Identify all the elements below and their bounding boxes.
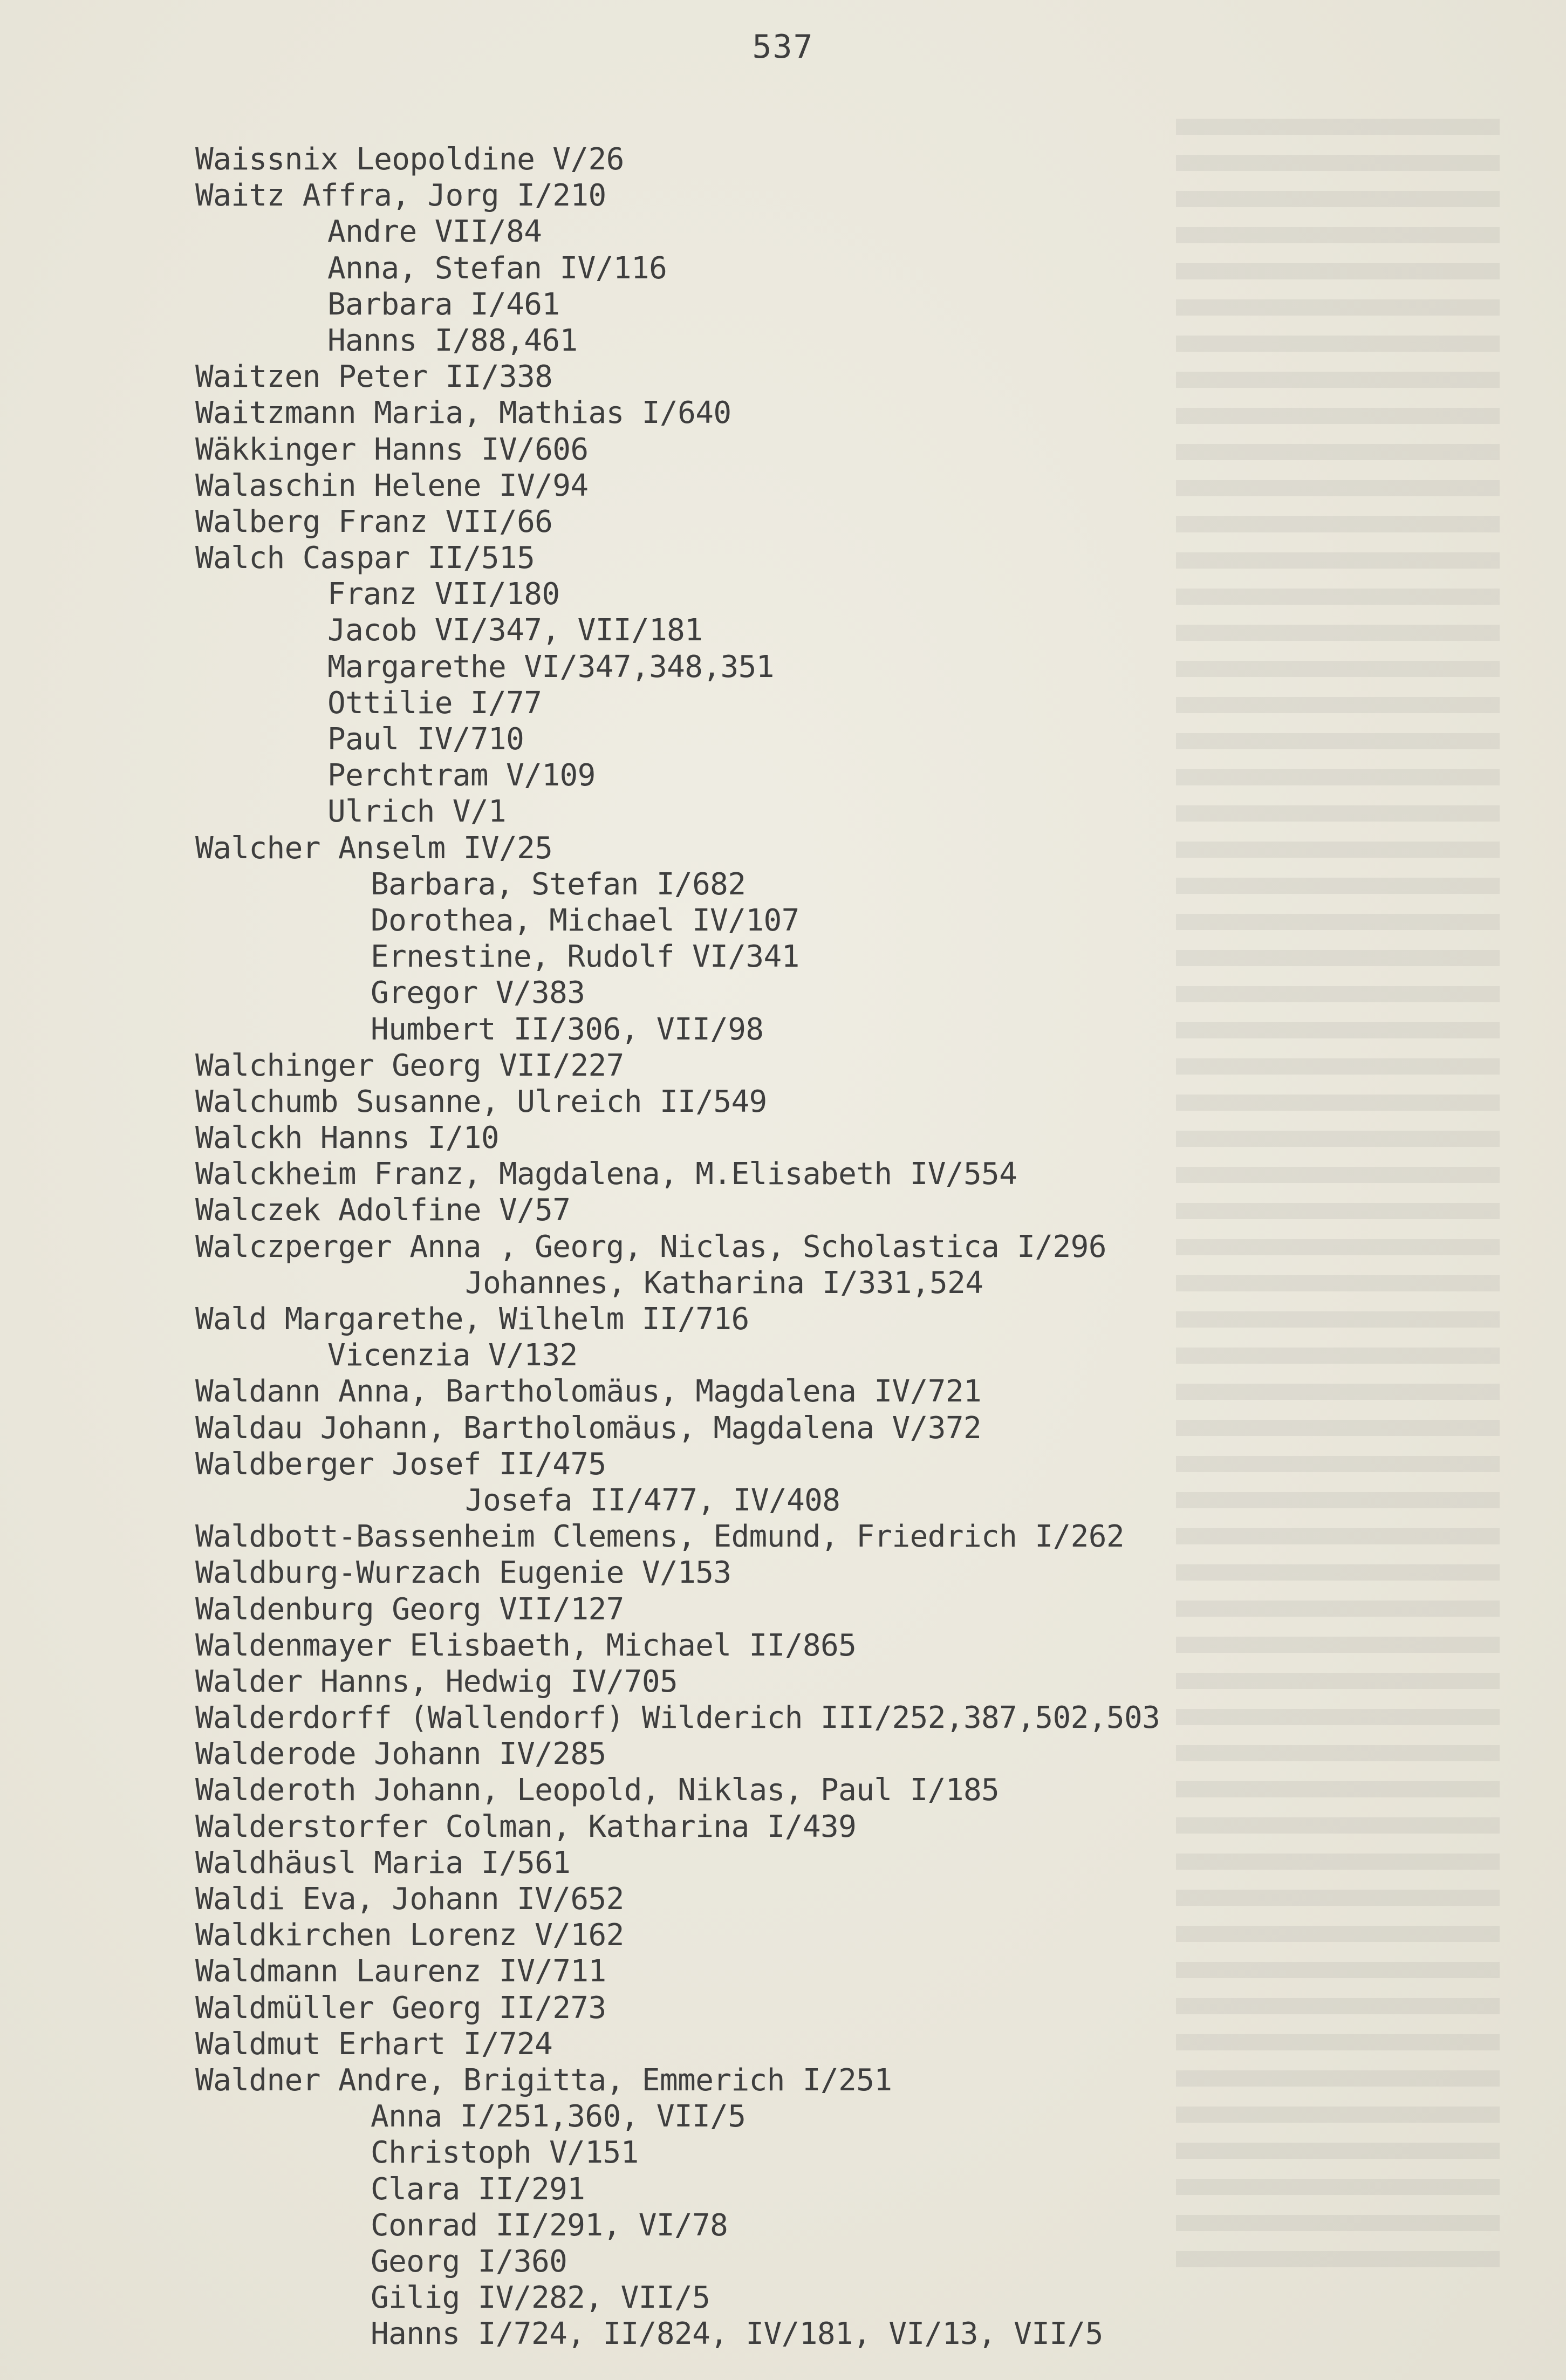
- index-entry: Walderode Johann IV/285: [195, 1736, 606, 1772]
- index-subentry: Ulrich V/1: [327, 794, 507, 830]
- index-subentry: Hanns I/724, II/824, IV/181, VI/13, VII/5: [371, 2316, 1103, 2352]
- index-entry: Waldbott-Bassenheim Clemens, Edmund, Friedrich I/262: [195, 1519, 1124, 1555]
- index-entry: Waldau Johann, Bartholomäus, Magdalena V/372: [195, 1410, 982, 1446]
- index-entry: Walder Hanns, Hedwig IV/705: [195, 1664, 678, 1699]
- index-entry: Wäkkinger Hanns IV/606: [195, 432, 589, 467]
- index-subentry: Margarethe VI/347,348,351: [327, 649, 774, 685]
- index-subentry: Clara II/291: [371, 2171, 585, 2207]
- index-entry: Walderoth Johann, Leopold, Niklas, Paul I/185: [195, 1773, 1000, 1808]
- index-subentry: Georg I/360: [371, 2244, 567, 2279]
- index-entry: Waldkirchen Lorenz V/162: [195, 1918, 624, 1953]
- index-entry: Walckh Hanns I/10: [195, 1120, 499, 1156]
- index-entry: Walczperger Anna , Georg, Niclas, Scholastica I/296: [195, 1229, 1106, 1264]
- index-entry: Waldner Andre, Brigitta, Emmerich I/251: [195, 2062, 892, 2098]
- index-entry: Waldmüller Georg II/273: [195, 1990, 606, 2026]
- index-entry: Waitz Affra, Jorg I/210: [195, 178, 606, 214]
- index-subentry: Gregor V/383: [371, 975, 585, 1011]
- index-entry: Walcher Anselm IV/25: [195, 830, 553, 866]
- index-subentry: Christoph V/151: [371, 2135, 639, 2171]
- page-number: 537: [752, 28, 814, 66]
- index-entry: Walch Caspar II/515: [195, 541, 535, 576]
- index-entry: Wald Margarethe, Wilhelm II/716: [195, 1302, 749, 1337]
- index-subentry: Conrad II/291, VI/78: [371, 2207, 728, 2243]
- index-entry: Waldenmayer Elisbaeth, Michael II/865: [195, 1627, 857, 1663]
- index-subentry: Ernestine, Rudolf VI/341: [371, 939, 799, 975]
- index-subentry: Barbara, Stefan I/682: [371, 866, 746, 902]
- index-subentry: Gilig IV/282, VII/5: [371, 2280, 710, 2316]
- index-subentry: Andre VII/84: [327, 214, 542, 250]
- index-entry: Walczek Adolfine V/57: [195, 1193, 571, 1228]
- index-entry: Waitzmann Maria, Mathias I/640: [195, 395, 731, 431]
- index-subentry: Hanns I/88,461: [327, 323, 578, 358]
- index-entry: Walderstorfer Colman, Katharina I/439: [195, 1809, 857, 1844]
- index-subentry: Johannes, Katharina I/331,524: [465, 1265, 983, 1301]
- index-entry: Walaschin Helene IV/94: [195, 468, 589, 503]
- index-subentry: Paul IV/710: [327, 722, 524, 757]
- index-subentry: Perchtram V/109: [327, 758, 596, 794]
- index-entry: Walckheim Franz, Magdalena, M.Elisabeth IV/554: [195, 1157, 1017, 1192]
- index-entry: Waldmann Laurenz IV/711: [195, 1954, 606, 1989]
- index-entry: Walchinger Georg VII/227: [195, 1048, 624, 1083]
- index-subentry: Barbara I/461: [327, 286, 560, 322]
- index-entry: Waldburg-Wurzach Eugenie V/153: [195, 1555, 731, 1591]
- index-subentry: Vicenzia V/132: [327, 1338, 578, 1373]
- index-entry: Waldenburg Georg VII/127: [195, 1591, 624, 1627]
- index-entries: [195, 141, 1490, 2352]
- index-entry: Walderdorff (Wallendorf) Wilderich III/252,387,502,503: [195, 1700, 1160, 1736]
- index-subentry: Franz VII/180: [327, 577, 560, 612]
- index-subentry: Dorothea, Michael IV/107: [371, 902, 799, 938]
- index-subentry: Ottilie I/77: [327, 685, 542, 721]
- index-entry: Waissnix Leopoldine V/26: [195, 142, 624, 177]
- index-subentry: Anna, Stefan IV/116: [327, 250, 667, 286]
- index-entry: Waldann Anna, Bartholomäus, Magdalena IV/721: [195, 1374, 982, 1410]
- index-entry: Waitzen Peter II/338: [195, 359, 553, 395]
- index-entry: Walberg Franz VII/66: [195, 504, 553, 539]
- index-subentry: Anna I/251,360, VII/5: [371, 2099, 746, 2135]
- index-entry: Waldmut Erhart I/724: [195, 2026, 553, 2062]
- index-subentry: Josefa II/477, IV/408: [465, 1482, 840, 1518]
- index-subentry: Humbert II/306, VII/98: [371, 1011, 764, 1047]
- index-entry: Waldhäusl Maria I/561: [195, 1845, 571, 1880]
- index-entry: Waldberger Josef II/475: [195, 1446, 606, 1482]
- index-entry: Waldi Eva, Johann IV/652: [195, 1882, 624, 1917]
- index-entry: Walchumb Susanne, Ulreich II/549: [195, 1084, 767, 1119]
- index-subentry: Jacob VI/347, VII/181: [327, 613, 703, 648]
